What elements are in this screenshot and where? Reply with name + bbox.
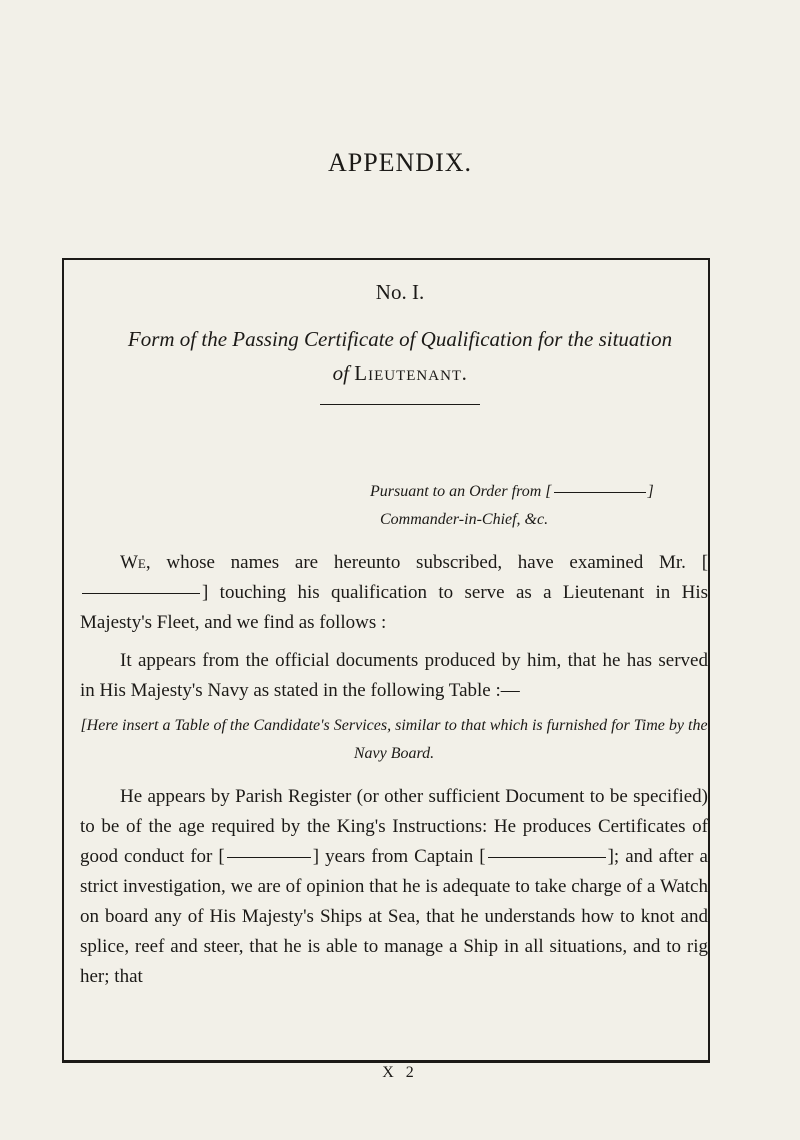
para1-rest: whose names are hereunto subscribed, have examined Mr. xyxy=(150,552,686,573)
form-title-rank: Lieutenant xyxy=(354,361,463,385)
para4-a: He appears by Parish Register (or other sufficient Document to be specified) to be of the age required by the King's Instructions: He produces Certificates of good conduct for [ xyxy=(80,786,708,867)
form-title xyxy=(80,322,720,390)
number-heading: No. I. xyxy=(375,280,425,304)
para1-lead: We, xyxy=(120,552,151,573)
para1-bracket: [ xyxy=(701,552,709,573)
order-line-1: Pursuant to an Order from [ xyxy=(370,483,552,500)
order-reference xyxy=(370,478,700,534)
blank-line xyxy=(82,593,200,594)
form-title-main: Form of the Passing Certificate of Qualification for the situation xyxy=(127,327,673,351)
paragraph-table-note: [Here insert a Table of the Candidate's Services, similar to that which is furnished for Time by the Navy Board. xyxy=(80,717,708,762)
para1-after: ] touching his qualification to serve as a Lieutenant in His Majesty's Fleet, and we find as follows : xyxy=(80,582,708,633)
form-title-end: . xyxy=(462,361,468,385)
para4-c: ]; and after a strict investigation, we are of opinion that he is adequate to take charge of a Watch on board any of His Majesty's Ships at Sea, that he understands how to knot and splice, reef and steer, that he is able to manage a Ship in all situations, and to rig her; that xyxy=(80,846,708,987)
form-title-of: of xyxy=(332,361,350,385)
para4-b: ] years from Captain [ xyxy=(312,846,486,867)
order-line-1-end: ] xyxy=(647,483,654,500)
paragraph-documents: It appears from the official documents produced by him, that he has served in His Majesty's Navy as stated in the following Table :— xyxy=(80,650,708,701)
blank-line xyxy=(488,857,606,858)
signature-mark: X 2 xyxy=(382,1064,418,1081)
paragraph-qualification xyxy=(80,782,708,992)
section-rule xyxy=(320,404,480,405)
blank-line xyxy=(227,857,311,858)
running-head: APPENDIX. xyxy=(327,148,473,177)
paragraph-examination xyxy=(80,548,708,638)
order-line-2: Commander-in-Chief, &c. xyxy=(380,511,549,528)
blank-line xyxy=(554,492,646,493)
